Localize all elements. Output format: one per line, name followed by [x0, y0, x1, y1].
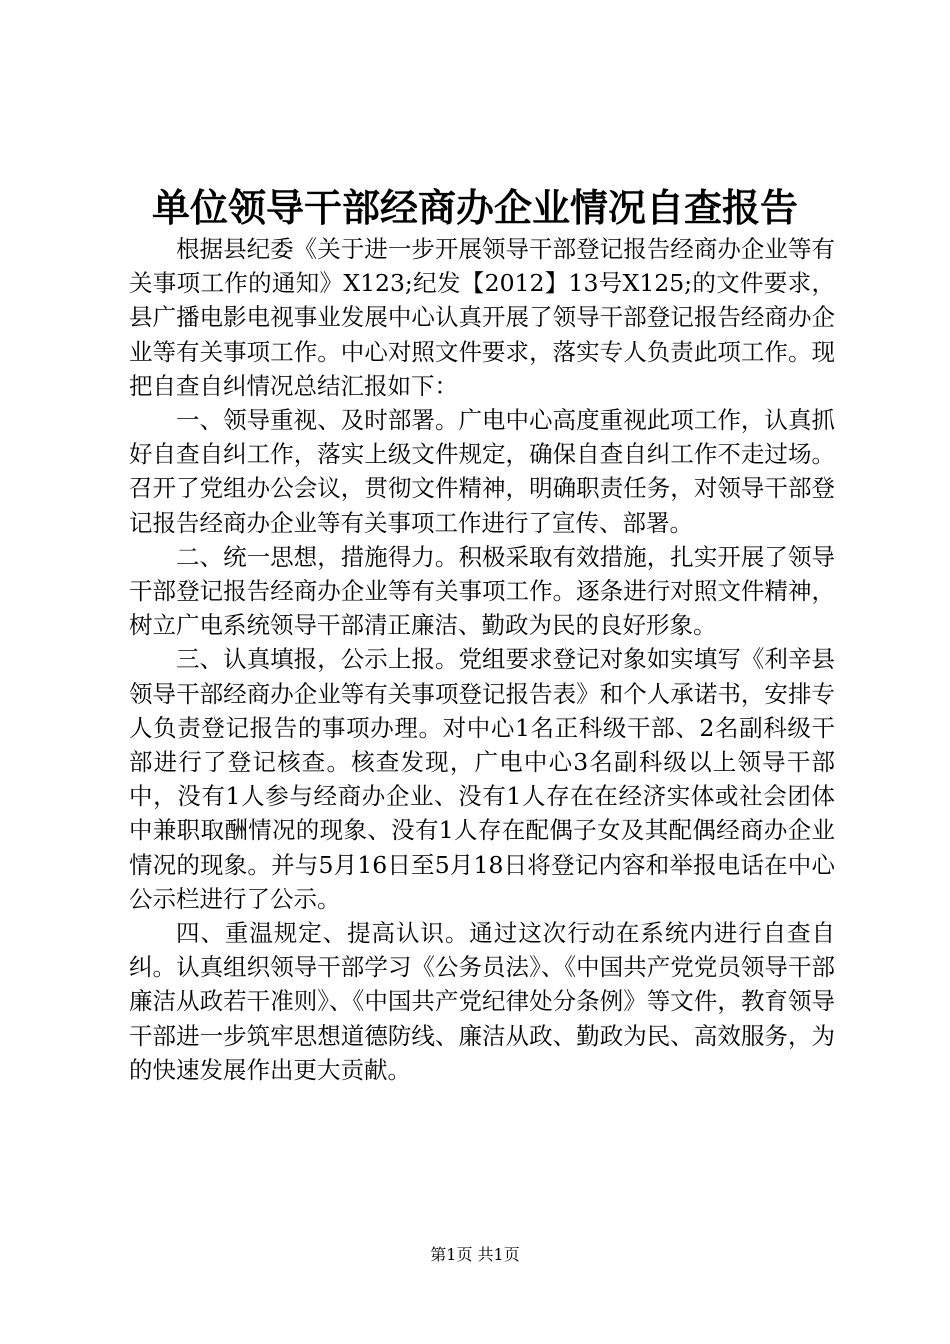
- intro-paragraph: 根据县纪委《关于进一步开展领导干部登记报告经商办企业等有关事项工作的通知》X123;纪发【2012】13号X125;的文件要求，县广播电影电视事业发展中心认真开展了领导干部登记报告经商办企业等有关事项工作。中心对照文件要求，落实专人负责此项工作。现把自查自纠情况总结汇报如下：: [129, 235, 835, 400]
- document-title: 单位领导干部经商办企业情况自查报告: [151, 185, 798, 230]
- section-three-paragraph: 三、认真填报，公示上报。党组要求登记对象如实填写《利辛县领导干部经商办企业等有关事项登记报告表》和个人承诺书，安排专人负责登记报告的事项办理。对中心1名正科级干部、2名副科级干部进行了登记核查。核查发现，广电中心3名副科级以上领导干部中，没有1人参与经商办企业、没有1人存在在经济实体或社会团体中兼职取酬情况的现象、没有1人存在配偶子女及其配偶经商办企业情况的现象。并与5月16日至5月18日将登记内容和举报电话在中心公示栏进行了公示。: [129, 645, 835, 913]
- section-two-paragraph: 二、统一思想，措施得力。积极采取有效措施，扎实开展了领导干部登记报告经商办企业等有关事项工作。逐条进行对照文件精神，树立广电系统领导干部清正廉洁、勤政为民的良好形象。: [129, 542, 835, 640]
- section-one-paragraph: 一、领导重视、及时部署。广电中心高度重视此项工作，认真抓好自查自纠工作，落实上级文件规定，确保自查自纠工作不走过场。召开了党组办公会议，贯彻文件精神，明确职责任务，对领导干部登记报告经商办企业等有关事项工作进行了宣传、部署。: [129, 406, 835, 537]
- document-body: [129, 232, 835, 1087]
- section-four-paragraph: 四、重温规定、提高认识。通过这次行动在系统内进行自查自纠。认真组织领导干部学习《公务员法》、《中国共产党党员领导干部廉洁从政若干准则》、《中国共产党纪律处分条例》等文件，教育领导干部进一步筑牢思想道德防线、廉洁从政、勤政为民、高效服务，为的快速发展作出更大贡献。: [129, 919, 835, 1084]
- page-number-footer: 第1页 共1页: [430, 1245, 520, 1264]
